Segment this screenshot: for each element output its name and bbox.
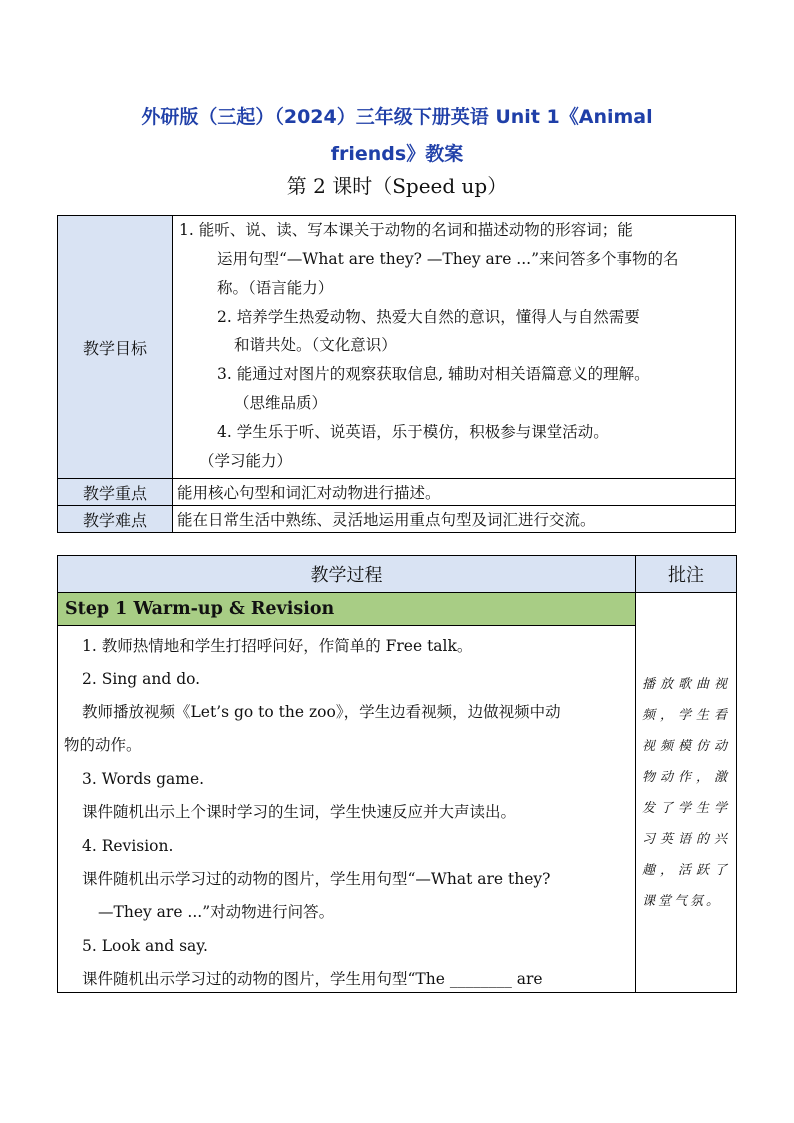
objective-line: 1. 能听、说、读、写本课关于动物的名词和描述动物的形容词；能 — [179, 221, 633, 239]
objectives-cell — [173, 216, 736, 479]
teacher-note: 播放歌曲视频，学生看视频模仿动物动作，激发了学生学习英语的兴趣，活跃了课堂气氛。 — [642, 676, 730, 909]
step-title: Step 1 Warm-up & Revision — [58, 593, 636, 626]
process-line: 5. Look and say. — [82, 937, 208, 955]
process-line: 课件随机出示上个课时学习的生词，学生快速反应并大声读出。 — [82, 803, 517, 821]
process-line: 物的动作。 — [64, 736, 142, 754]
objective-line: 运用句型“—What are they? —They are ...”来问答多个事物的名 — [217, 250, 679, 268]
objective-line: （学习能力） — [199, 452, 293, 470]
difficulties: 能在日常生活中熟练、灵活地运用重点句型及词汇进行交流。 — [173, 506, 736, 533]
process-line: 课件随机出示学习过的动物的图片，学生用句型“—What are they? — [82, 870, 551, 888]
process-header: 教学过程 — [58, 556, 636, 593]
document-title-line1: 外研版（三起）（2024）三年级下册英语 Unit 1《Animal — [141, 106, 653, 128]
objectives-label: 教学目标 — [58, 216, 173, 479]
objective-line: 3. 能通过对图片的观察获取信息, 辅助对相关语篇意义的理解。 — [217, 365, 650, 383]
document-title-line2: friends》教案 — [330, 143, 464, 165]
process-line: 3. Words game. — [82, 770, 205, 788]
process-line: —They are ...”对动物进行问答。 — [98, 903, 335, 921]
objective-line: 和谐共处。（文化意识） — [234, 336, 397, 354]
objective-line: （思维品质） — [234, 394, 328, 412]
objective-line: 2. 培养学生热爱动物、热爱大自然的意识，懂得人与自然需要 — [217, 308, 640, 326]
key-points-label: 教学重点 — [58, 479, 173, 506]
process-table — [57, 555, 737, 993]
process-line: 课件随机出示学习过的动物的图片，学生用句型“The ________ are — [82, 970, 543, 988]
step-content — [58, 626, 636, 993]
notes-header: 批注 — [636, 556, 737, 593]
key-points: 能用核心句型和词汇对动物进行描述。 — [173, 479, 736, 506]
notes-cell — [636, 593, 737, 993]
objective-line: 称。（语言能力） — [217, 279, 334, 297]
objective-line: 4. 学生乐于听、说英语，乐于模仿，积极参与课堂活动。 — [217, 423, 609, 441]
lesson-subtitle: 第 2 课时（Speed up） — [286, 174, 508, 198]
process-line: 教师播放视频《Let’s go to the zoo》，学生边看视频，边做视频中动 — [82, 703, 561, 721]
process-line: 4. Revision. — [82, 837, 174, 855]
difficulties-label: 教学难点 — [58, 506, 173, 533]
process-line: 2. Sing and do. — [82, 670, 201, 688]
process-line: 1. 教师热情地和学生打招呼问好，作简单的 Free talk。 — [82, 637, 473, 655]
goals-table — [57, 215, 736, 533]
